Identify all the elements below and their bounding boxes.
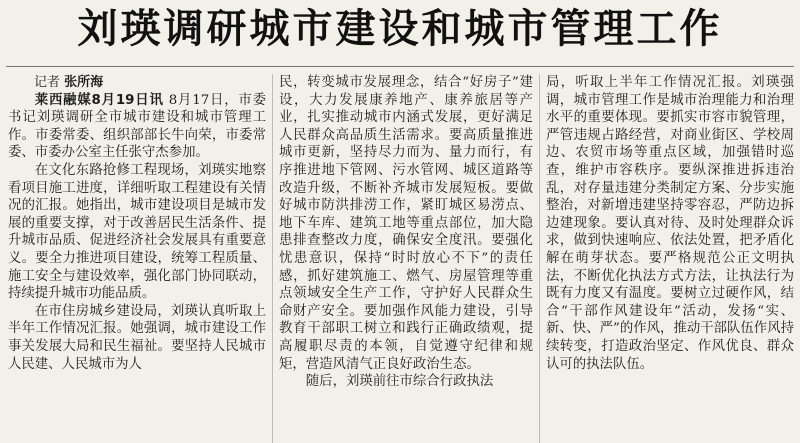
paragraph: 在文化东路抢修工程现场，刘瑛实地察看项目施工进度，详细听取工程建设有关情况的汇报。她指出，城市建设项目是城市发展的重要支撑，对于改善居民生活条件、提升城市品质、促进经济社会发展具有重要意义。要全力推进项目建设，统筹工程质量、施工安全与建设效率，强化部门协同联动，持续提升城市功能品质。	[8, 162, 266, 302]
dateline: 莱西融媒8月19日讯	[34, 92, 164, 108]
article-column-3	[546, 74, 794, 443]
article-column-2	[279, 74, 533, 443]
paragraph: 8月17日，市委书记刘瑛调研全市城市建设和城市管理工作。市委常委、组织部部长牛向荣，市委常委、市委办公室主任张守杰参加。	[8, 92, 266, 161]
column-divider	[272, 74, 273, 443]
headline-rule	[6, 66, 794, 67]
paragraph: 局，听取上半年工作情况汇报。刘瑛强调，城市管理工作是城市治理能力和治理水平的重要体现。要抓实市容市貌管理，严管违规占路经营，对商业街区、学校周边、农贸市场等重点区域，加强错时巡查，维护市容秩序。要纵深推进拆违治乱，对存量违建分类制定方案、分步实施整治，对新增违建坚持零容忍，严防边拆边建现象。要认真对待、及时处理群众诉求，做到快速响应、依法处置，把矛盾化解在萌芽状态。要严格规范公正文明执法，不断优化执法方式方法，让执法行为既有力度又有温度。要树立过硬作风，结合“干部作风建设年”活动，发扬“实、新、快、严”的作风，推动干部队伍作风持续转变，打造政治坚定、作风优良、群众认可的执法队伍。	[546, 75, 794, 372]
byline	[8, 74, 266, 92]
byline-name: 张所海	[64, 75, 104, 90]
paragraph: 在市住房城乡建设局，刘瑛认真听取上半年工作情况汇报。她强调，城市建设工作事关发展大局和民生福祉。要坚持人民城市人民建、人民城市为人	[8, 303, 266, 372]
paragraph: 随后，刘瑛前往市综合行政执法	[305, 374, 494, 390]
article-headline: 刘瑛调研城市建设和城市管理工作	[77, 6, 723, 52]
byline-label: 记者	[34, 75, 61, 90]
article-column-1	[8, 74, 266, 443]
paragraph: 民，转变城市发展理念，结合“好房子”建设，大力发展康养地产、康养旅居等产业，扎实推动城市内涵式发展，更好满足人民群众高品质生活需求。要高质量推进城市更新，坚持尽力而为、量力而行，有序推进地下管网、污水管网、城区道路等改造升级，不断补齐城市发展短板。要做好城市防洪排涝工作，紧盯城区易涝点、地下车库、建筑工地等重点部位，加大隐患排查整改力度，确保安全度汛。要强化忧患意识，保持“时时放心不下”的责任感，抓好建筑施工、燃气、房屋管理等重点领域安全生产工作，守护好人民群众生命财产安全。要加强作风能力建设，引导教育干部职工树立和践行正确政绩观，提高履职尽责的本领，自觉遵守纪律和规矩，营造风清气正良好政治生态。	[279, 75, 533, 372]
column-divider	[539, 74, 540, 443]
